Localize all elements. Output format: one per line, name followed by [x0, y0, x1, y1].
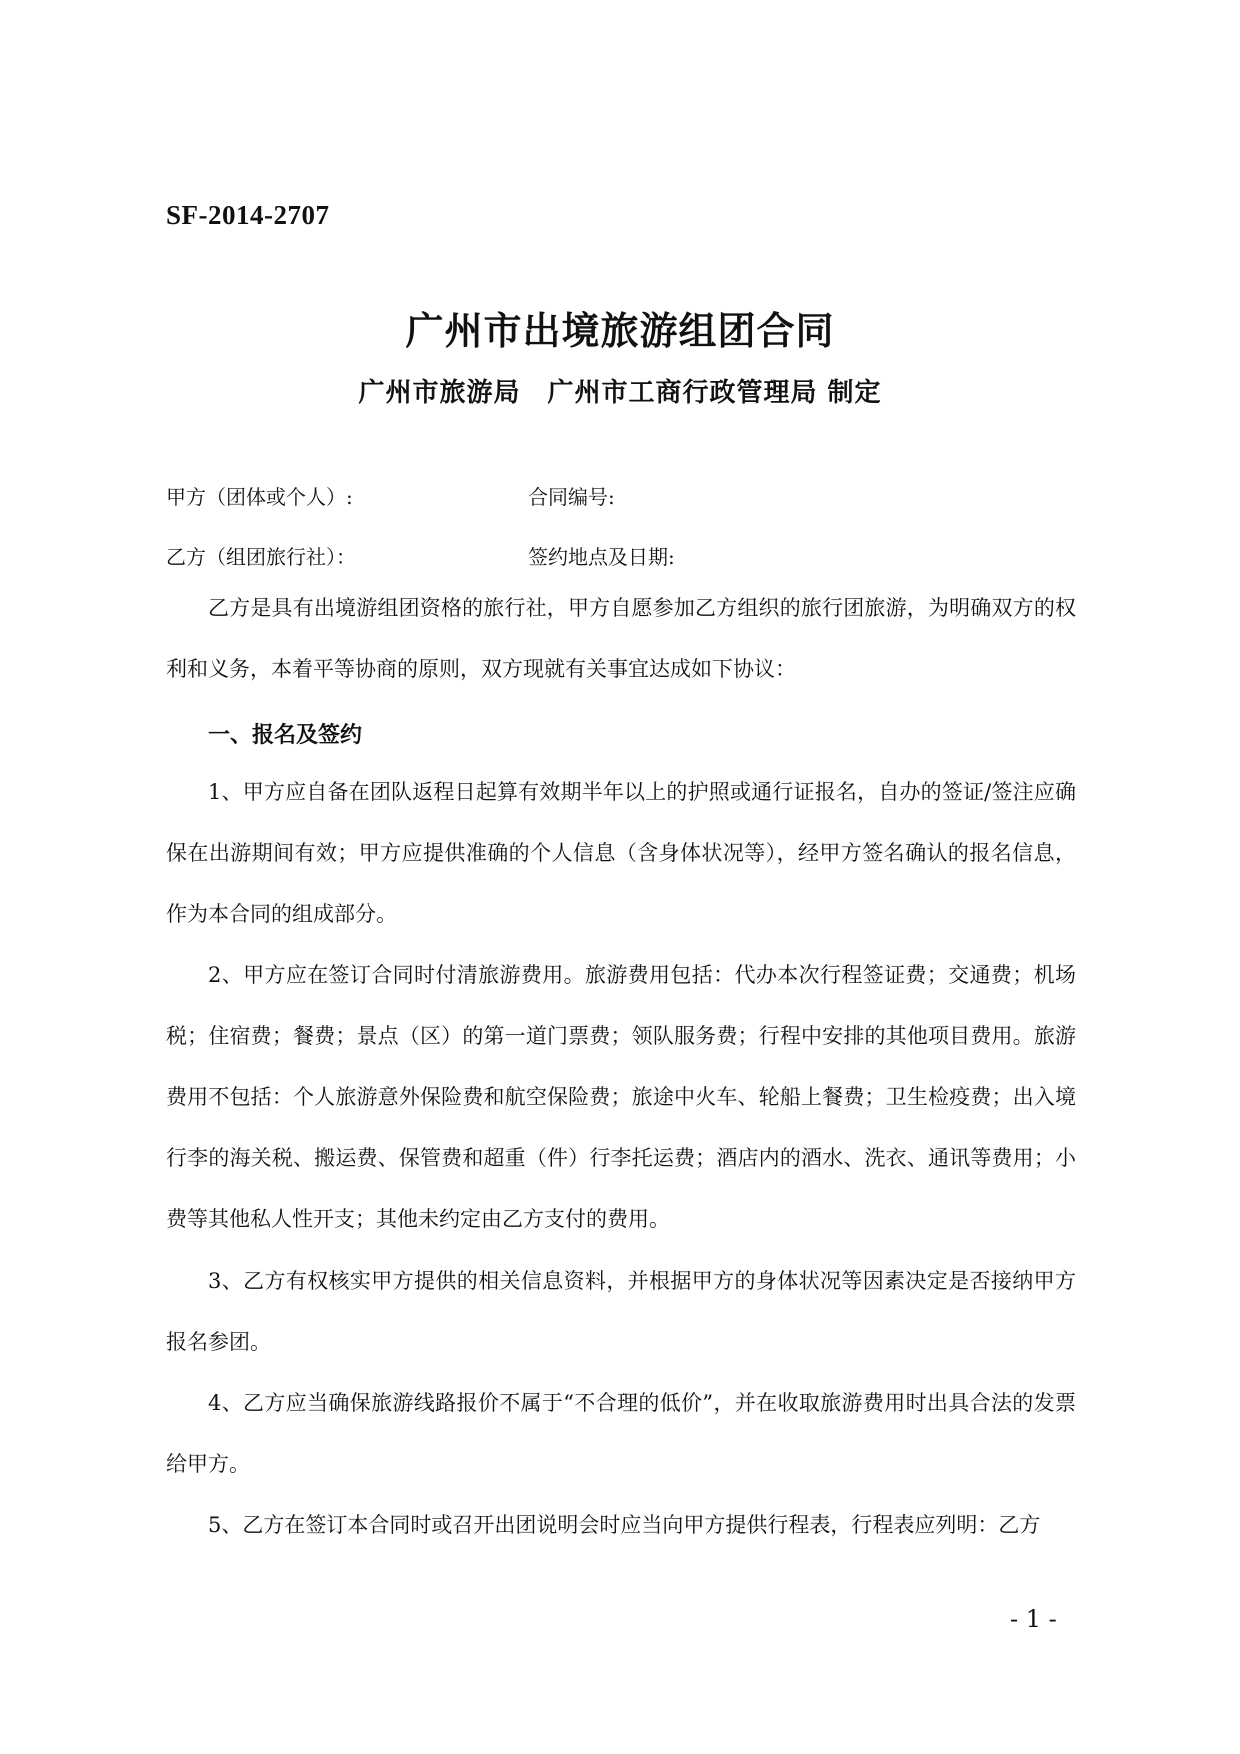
clause-5: 5、乙方在签订本合同时或召开出团说明会时应当向甲方提供行程表，行程表应列明：乙方 [208, 1513, 1041, 1537]
clause-4: 4、乙方应当确保旅游线路报价不属于“不合理的低价”，并在收取旅游费用时出具合法的发票给甲方。 [166, 1391, 1076, 1476]
section-heading-registration: 一、报名及签约 [208, 723, 363, 748]
party-b-label: 乙方（组团旅行社）： [166, 545, 356, 569]
party-a-label: 甲方（团体或个人）: [166, 485, 353, 509]
document-code: SF-2014-2707 [166, 200, 330, 230]
clause-1: 1、甲方应自备在团队返程日起算有效期半年以上的护照或通行证报名，自办的签证/签注应确保在出游期间有效；甲方应提供准确的个人信息（含身体状况等），经甲方签名确认的报名信息，作为本合同的组成部分。 [166, 780, 1076, 926]
signing-place-date-label: 签约地点及日期: [528, 545, 675, 569]
clause-2: 2、甲方应在签订合同时付清旅游费用。旅游费用包括：代办本次行程签证费；交通费；机场税；住宿费；餐费；景点（区）的第一道门票费；领队服务费；行程中安排的其他项目费用。旅游费用不包括：个人旅游意外保险费和航空保险费；旅途中火车、轮船上餐费；卫生检疫费；出入境行李的海关税、搬运费、保管费和超重（件）行李托运费；酒店内的酒水、洗衣、通讯等费用；小费等其他私人性开支；其他未约定由乙方支付的费用。 [166, 963, 1076, 1231]
clause-3: 3、乙方有权核实甲方提供的相关信息资料，并根据甲方的身体状况等因素决定是否接纳甲方报名参团。 [166, 1269, 1076, 1354]
page-number: - 1 - [1010, 1605, 1057, 1633]
intro-paragraph: 乙方是具有出境游组团资格的旅行社，甲方自愿参加乙方组织的旅行团旅游，为明确双方的权利和义务，本着平等协商的原则，双方现就有关事宜达成如下协议： [166, 596, 1076, 681]
contract-subtitle: 广州市旅游局 广州市工商行政管理局 制定 [358, 378, 882, 408]
contract-title: 广州市出境旅游组团合同 [405, 309, 835, 353]
contract-number-label: 合同编号: [528, 485, 615, 509]
